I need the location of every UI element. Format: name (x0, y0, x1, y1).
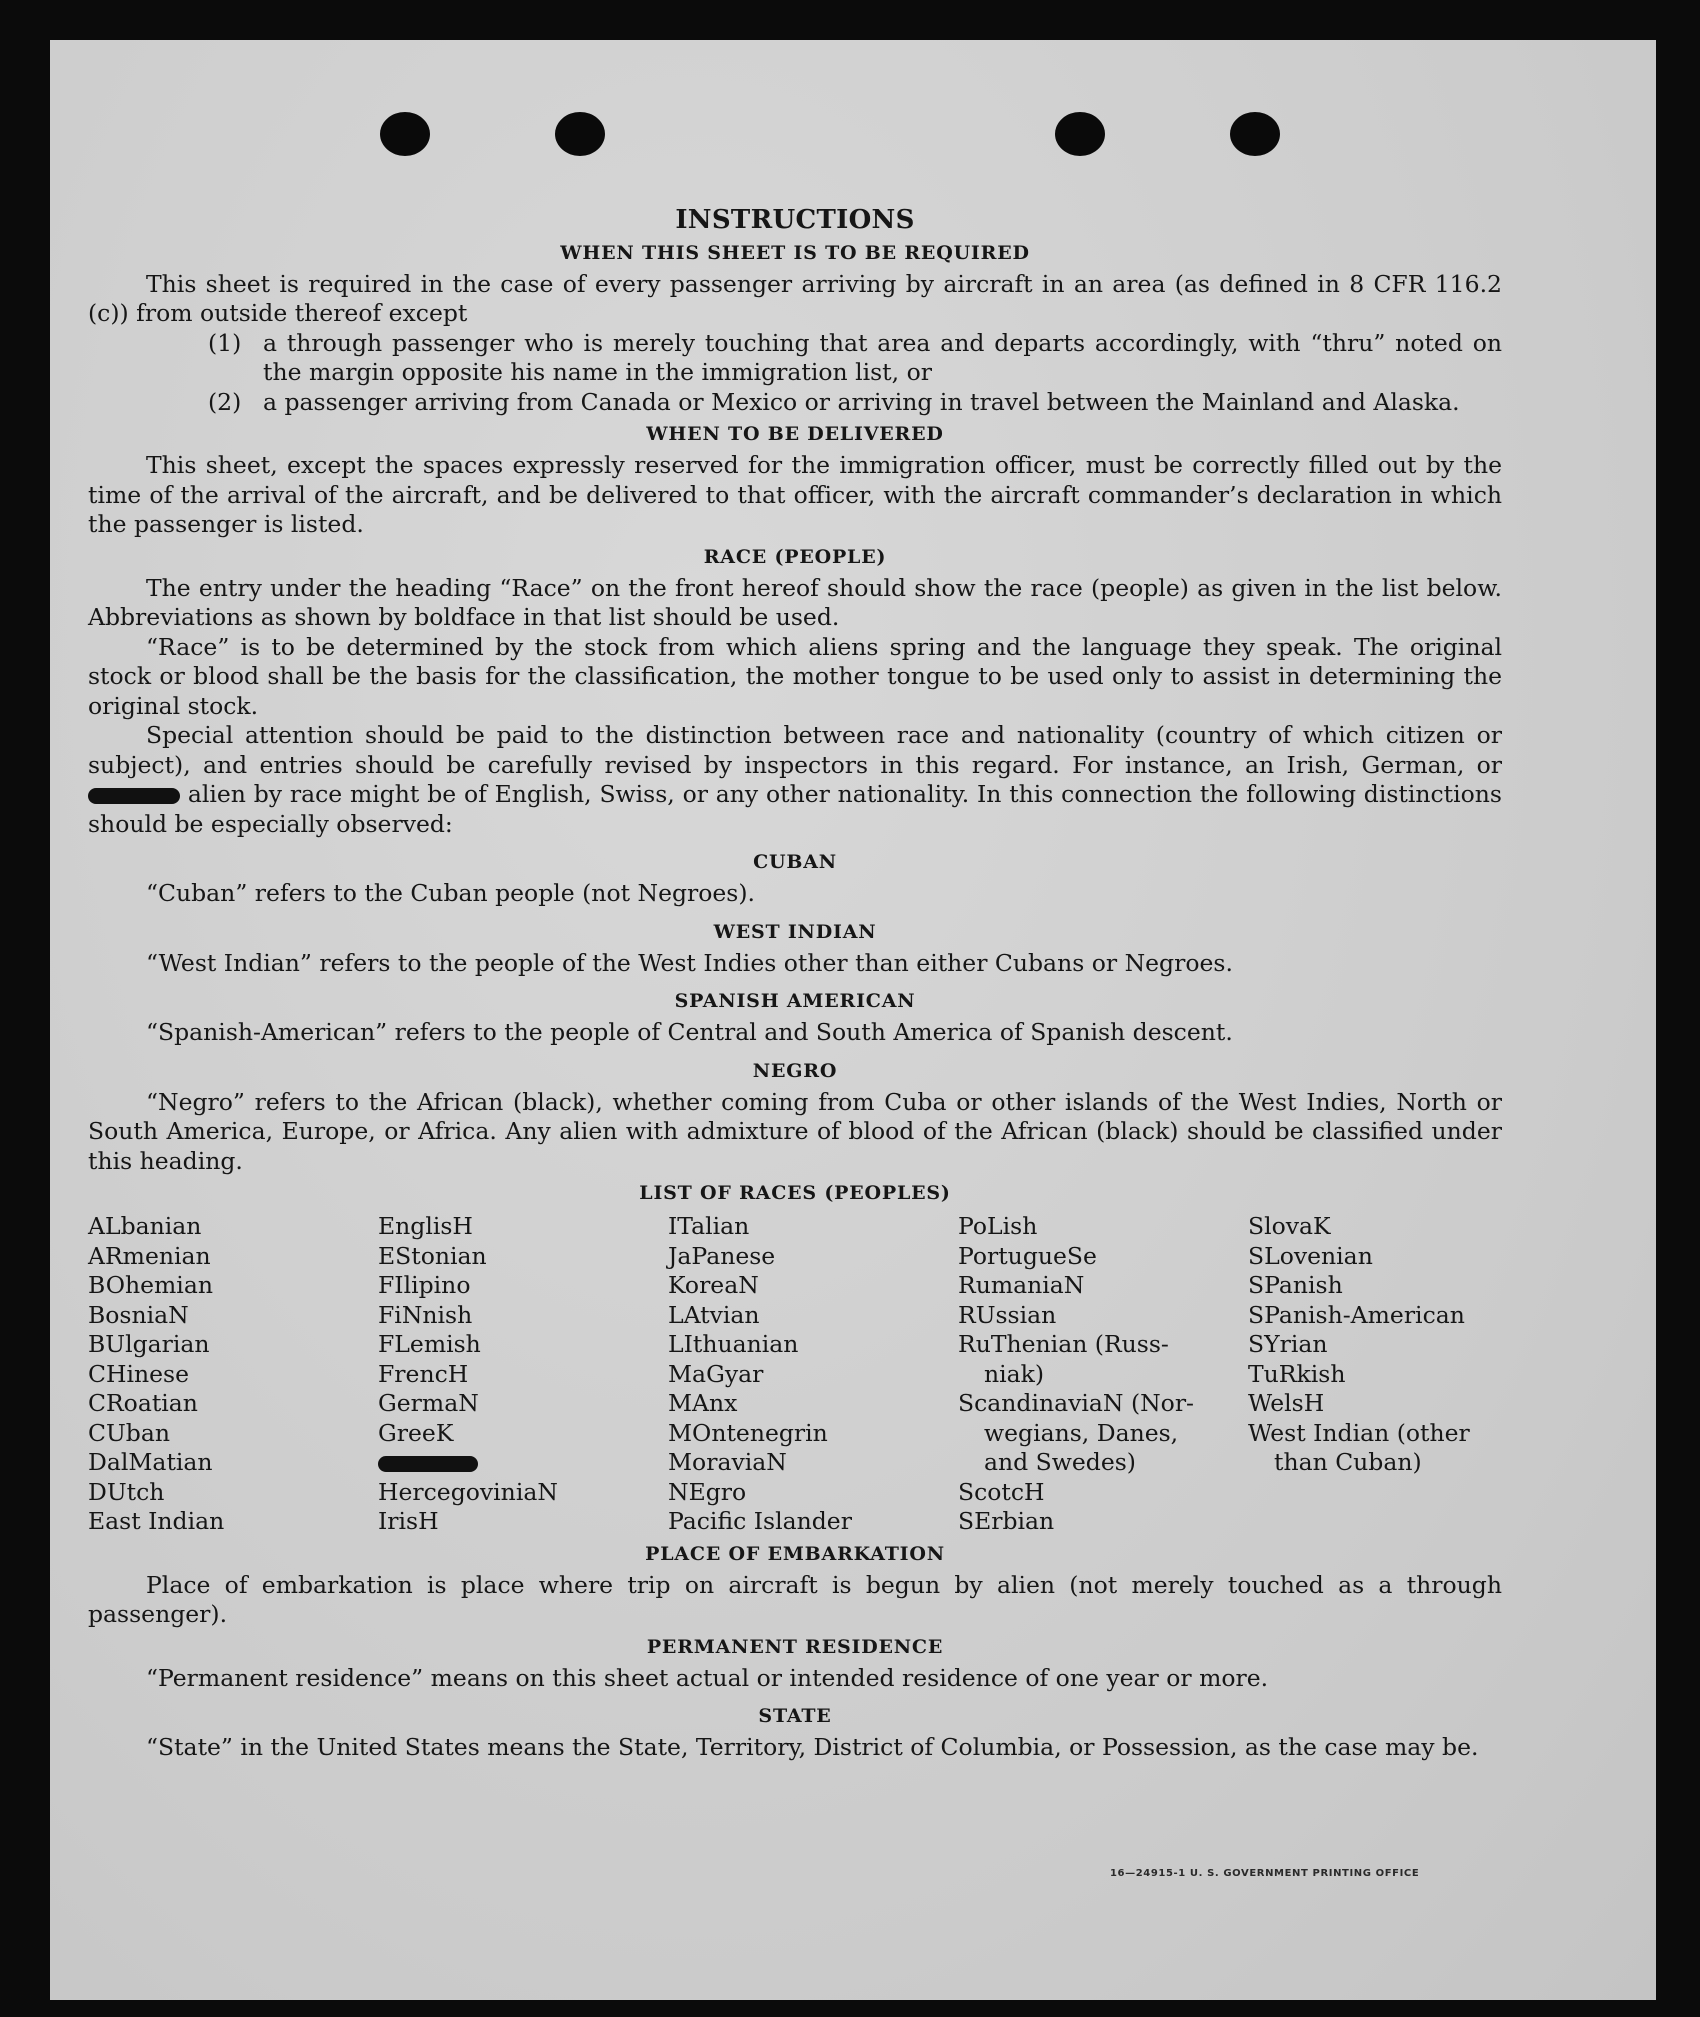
paragraph: This sheet is required in the case of every passenger arriving by aircraft in an area (as defined in 8 CFR 116.2 (c)) from outside thereof except (88, 269, 1502, 327)
item-text: a through passenger who is merely touching that area and departs accordingly, with “thru” noted on the margin opposite his name in the immigration list, or (263, 328, 1502, 386)
paragraph: “Spanish-American” refers to the people of Central and South America of Spanish descent. (146, 1018, 1233, 1046)
race-entry: FIlipino (378, 1271, 471, 1299)
race-entry: SPanish-American (1248, 1300, 1465, 1329)
section-heading: RACE (PEOPLE) (703, 545, 887, 568)
race-entry: MoraviaN (668, 1448, 787, 1476)
race-entry: SErbian (958, 1507, 1055, 1535)
race-entry: JaPanese (668, 1241, 776, 1270)
race-entry: FLemish (378, 1330, 481, 1358)
race-entry: SPanish (1248, 1271, 1343, 1299)
item-number: (1) (208, 328, 242, 357)
race-entry: FrencH (378, 1359, 469, 1388)
race-entry: ALbanian (88, 1212, 202, 1240)
punch-hole (1055, 112, 1105, 156)
race-entry: ARmenian (88, 1241, 211, 1270)
race-entry: NEgro (668, 1477, 747, 1506)
race-entry: LAtvian (668, 1300, 760, 1329)
race-entry: East Indian (88, 1507, 225, 1535)
race-entry: RuThenian (Russ- (958, 1330, 1169, 1358)
paragraph-text: alien by race might be of English, Swiss, or any other nationality. In this connection the following distinctions should be especially observed: (88, 780, 1502, 838)
race-entry: GreeK (378, 1418, 454, 1447)
section-heading: STATE (758, 1705, 832, 1727)
document-page (50, 40, 1656, 2000)
list-item (208, 329, 1502, 388)
paragraph: “Permanent residence” means on this sheet actual or intended residence of one year or more. (146, 1663, 1269, 1692)
list-item (208, 388, 1502, 418)
race-entry: RUssian (958, 1300, 1057, 1329)
punch-hole (555, 112, 605, 156)
instructions-body (88, 158, 1502, 1763)
section-heading: CUBAN (753, 851, 837, 873)
race-entry: EStonian (378, 1241, 487, 1270)
section-heading: LIST OF RACES (PEOPLES) (639, 1182, 951, 1204)
paragraph: The entry under the heading “Race” on the front hereof should show the race (people) as given in the list below. Abbreviations as shown by boldface in that list should be used. (88, 573, 1502, 631)
page-title: INSTRUCTIONS (675, 205, 915, 235)
race-entry: GermaN (378, 1389, 479, 1417)
section-heading: WEST INDIAN (713, 920, 877, 943)
race-column (88, 1212, 378, 1537)
section-heading: NEGRO (752, 1059, 838, 1082)
paragraph: “Negro” refers to the African (black), whether coming from Cuba or other islands of the West Indies, North or South America, Europe, or Africa. Any alien with admixture of blood of the African (black) should be classified under this heading. (88, 1087, 1502, 1175)
race-entry: EnglisH (378, 1212, 473, 1240)
race-entry: SLovenian (1248, 1241, 1373, 1270)
race-entry: HercegoviniaN (378, 1477, 558, 1506)
section-heading: WHEN THIS SHEET IS TO BE REQUIRED (560, 241, 1030, 264)
paragraph (88, 721, 1502, 839)
race-entry-continued: wegians, Danes, (984, 1418, 1179, 1447)
paragraph: “Race” is to be determined by the stock from which aliens spring and the language they speak. The original stock or blood shall be the basis for the classification, the mother tongue to be used only to assist in determining the original stock. (88, 632, 1502, 720)
race-column (1248, 1212, 1538, 1537)
race-entry: BOhemian (88, 1271, 213, 1299)
race-column (668, 1212, 958, 1537)
race-entry: Pacific Islander (668, 1507, 852, 1535)
race-entry: SlovaK (1248, 1212, 1331, 1240)
paragraph: “West Indian” refers to the people of the West Indies other than either Cubans or Negroes. (146, 948, 1233, 977)
race-entry: MaGyar (668, 1359, 764, 1388)
race-entry: BosniaN (88, 1300, 189, 1329)
paragraph: Place of embarkation is place where trip on aircraft is begun by alien (not merely touched as a through passenger). (88, 1570, 1502, 1628)
race-entry-continued: than Cuban) (1274, 1448, 1422, 1476)
race-entry: ITalian (668, 1212, 750, 1240)
paragraph: This sheet, except the spaces expressly reserved for the immigration officer, must be correctly filled out by the time of the arrival of the aircraft, and be delivered to that officer, with the aircraft commander’s declaration in which the passenger is listed. (88, 451, 1502, 538)
paragraph: “Cuban” refers to the Cuban people (not Negroes). (146, 879, 756, 907)
race-entry: MOntenegrin (668, 1418, 828, 1447)
race-entry: West Indian (other (1248, 1418, 1470, 1447)
race-list (88, 1212, 1502, 1537)
race-entry-continued: and Swedes) (984, 1448, 1136, 1476)
race-entry: PoLish (958, 1212, 1038, 1240)
redacted-entry (378, 1448, 668, 1478)
paragraph-text: Special attention should be paid to the distinction between race and nationality (country of which citizen or subject), and entries should be carefully revised by inspectors in this regard. For instance, an Irish, German, or (88, 721, 1502, 779)
race-entry: DalMatian (88, 1448, 213, 1476)
race-entry: CHinese (88, 1359, 189, 1388)
race-entry: PortugueSe (958, 1241, 1097, 1270)
race-entry: CRoatian (88, 1389, 198, 1417)
race-entry: MAnx (668, 1389, 738, 1417)
item-text: a passenger arriving from Canada or Mexico or arriving in travel between the Mainland and Alaska. (263, 387, 1460, 416)
paragraph: “State” in the United States means the State, Territory, District of Columbia, or Possession, as the case may be. (146, 1733, 1479, 1761)
race-entry: ScandinaviaN (Nor- (958, 1389, 1194, 1417)
race-entry: RumaniaN (958, 1271, 1085, 1299)
punch-hole (380, 112, 430, 156)
race-entry: ScotcH (958, 1477, 1045, 1506)
race-column (958, 1212, 1248, 1537)
race-entry: CUban (88, 1418, 170, 1447)
section-heading: PLACE OF EMBARKATION (645, 1542, 945, 1565)
item-number: (2) (208, 387, 242, 416)
section-heading: SPANISH AMERICAN (674, 990, 916, 1012)
race-entry: IrisH (378, 1507, 439, 1535)
race-entry: BUlgarian (88, 1330, 210, 1358)
punch-hole (1230, 112, 1280, 156)
printer-imprint: 16—24915-1 U. S. GOVERNMENT PRINTING OFFICE (1110, 1868, 1420, 1879)
race-entry-continued: niak) (984, 1359, 1045, 1388)
race-entry: TuRkish (1248, 1359, 1346, 1388)
race-entry: WelsH (1248, 1389, 1325, 1417)
redaction-mark (378, 1456, 478, 1472)
race-column (378, 1212, 668, 1537)
section-heading: PERMANENT RESIDENCE (646, 1635, 944, 1658)
race-entry: KoreaN (668, 1271, 759, 1299)
race-entry: SYrian (1248, 1330, 1328, 1358)
race-entry: FiNnish (378, 1300, 473, 1329)
section-heading: WHEN TO BE DELIVERED (646, 423, 944, 445)
race-entry: DUtch (88, 1477, 165, 1506)
race-entry: LIthuanian (668, 1330, 799, 1358)
redaction-mark (88, 788, 180, 804)
